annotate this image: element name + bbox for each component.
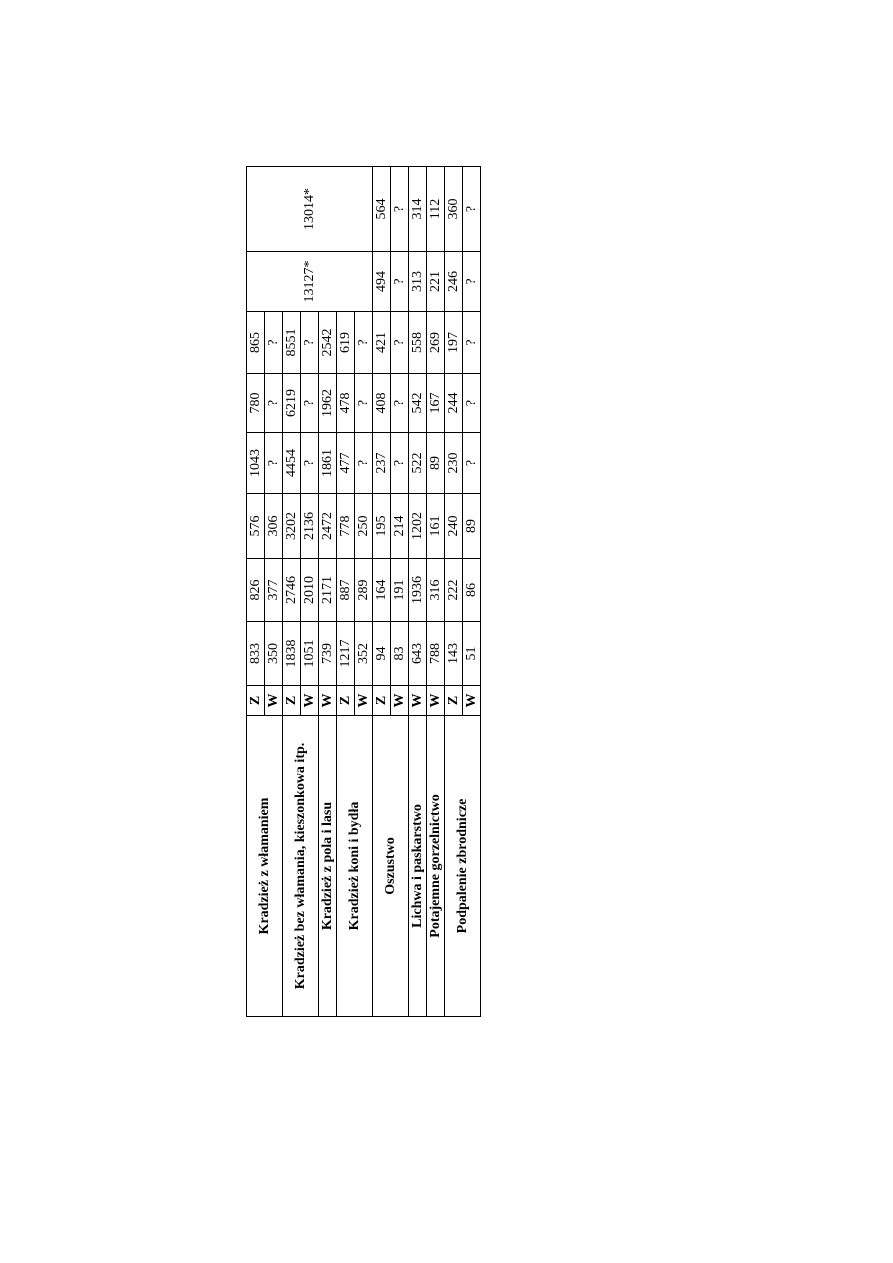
- value-cell: 222: [445, 559, 463, 622]
- value-cell: 833: [247, 622, 265, 686]
- value-cell: 89: [463, 494, 481, 559]
- value-cell: 360: [445, 167, 463, 252]
- value-cell: 221: [427, 252, 445, 312]
- value-cell: ?: [355, 312, 373, 374]
- value-cell: 89: [427, 433, 445, 494]
- type-cell: W: [265, 686, 283, 716]
- table-row: [373, 167, 391, 1017]
- value-cell: ?: [301, 374, 319, 433]
- value-cell: 2010: [301, 559, 319, 622]
- crime-statistics-table: [246, 166, 481, 1017]
- value-cell: ?: [301, 312, 319, 374]
- value-cell: 576: [247, 494, 265, 559]
- value-cell: 780: [247, 374, 265, 433]
- value-cell: ?: [391, 433, 409, 494]
- value-cell: 51: [463, 622, 481, 686]
- type-cell: Z: [445, 686, 463, 716]
- value-cell: ?: [463, 167, 481, 252]
- value-cell: 1051: [301, 622, 319, 686]
- type-cell: W: [355, 686, 373, 716]
- value-cell: 161: [427, 494, 445, 559]
- value-cell: 558: [409, 312, 427, 374]
- value-cell: ?: [355, 374, 373, 433]
- value-cell: 865: [247, 312, 265, 374]
- value-cell: ?: [301, 433, 319, 494]
- value-cell: ?: [463, 312, 481, 374]
- value-cell: 197: [445, 312, 463, 374]
- value-cell: ?: [265, 374, 283, 433]
- row-label: Kradzież z pola i lasu: [319, 716, 337, 1017]
- value-cell: 2542: [319, 312, 337, 374]
- value-cell: 269: [427, 312, 445, 374]
- value-cell: 214: [391, 494, 409, 559]
- value-cell: 522: [409, 433, 427, 494]
- value-cell: 86: [463, 559, 481, 622]
- value-cell: 164: [373, 559, 391, 622]
- value-cell: 2472: [319, 494, 337, 559]
- type-cell: W: [391, 686, 409, 716]
- type-cell: Z: [337, 686, 355, 716]
- value-cell: 313: [409, 252, 427, 312]
- table-row: [427, 167, 445, 1017]
- value-cell: 306: [265, 494, 283, 559]
- value-cell: 250: [355, 494, 373, 559]
- type-cell: Z: [247, 686, 265, 716]
- row-label: Kradzież bez włamania, kieszonkowa itp.: [283, 716, 319, 1017]
- value-cell: 6219: [283, 374, 301, 433]
- value-cell: 1861: [319, 433, 337, 494]
- value-cell: 237: [373, 433, 391, 494]
- rotated-table-container: [246, 167, 481, 1017]
- value-cell: 230: [445, 433, 463, 494]
- value-cell: 289: [355, 559, 373, 622]
- value-cell: 408: [373, 374, 391, 433]
- value-cell: 4454: [283, 433, 301, 494]
- value-cell: 788: [427, 622, 445, 686]
- value-cell: 2136: [301, 494, 319, 559]
- type-cell: W: [463, 686, 481, 716]
- type-cell: Z: [283, 686, 301, 716]
- row-label: Kradzież z włamaniem: [247, 716, 283, 1017]
- row-label: Lichwa i paskarstwo: [409, 716, 427, 1017]
- value-cell: ?: [265, 433, 283, 494]
- value-cell: 1043: [247, 433, 265, 494]
- value-cell: 2746: [283, 559, 301, 622]
- value-cell: 143: [445, 622, 463, 686]
- table-row: [409, 167, 427, 1017]
- value-cell: ?: [391, 374, 409, 433]
- row-label: Potajemne gorzelnictwo: [427, 716, 445, 1017]
- value-cell: 8551: [283, 312, 301, 374]
- table-row: [247, 167, 265, 1017]
- value-cell: 1217: [337, 622, 355, 686]
- value-cell: ?: [391, 167, 409, 252]
- value-cell: 1962: [319, 374, 337, 433]
- value-cell: 316: [427, 559, 445, 622]
- value-cell: 887: [337, 559, 355, 622]
- value-cell: 352: [355, 622, 373, 686]
- value-cell: 643: [409, 622, 427, 686]
- value-cell: 94: [373, 622, 391, 686]
- value-cell: 314: [409, 167, 427, 252]
- type-cell: Z: [373, 686, 391, 716]
- value-cell: 191: [391, 559, 409, 622]
- value-cell: 112: [427, 167, 445, 252]
- merged-value-cell: 13127*: [247, 252, 373, 312]
- value-cell: ?: [463, 433, 481, 494]
- table-row: [445, 167, 463, 1017]
- value-cell: 240: [445, 494, 463, 559]
- value-cell: 167: [427, 374, 445, 433]
- row-label: Kradzież koni i bydła: [337, 716, 373, 1017]
- value-cell: ?: [463, 374, 481, 433]
- type-cell: W: [301, 686, 319, 716]
- value-cell: 3202: [283, 494, 301, 559]
- row-label: Podpalenie zbrodnicze: [445, 716, 481, 1017]
- value-cell: 246: [445, 252, 463, 312]
- value-cell: 564: [373, 167, 391, 252]
- value-cell: 421: [373, 312, 391, 374]
- value-cell: 244: [445, 374, 463, 433]
- value-cell: 778: [337, 494, 355, 559]
- value-cell: 478: [337, 374, 355, 433]
- value-cell: 1838: [283, 622, 301, 686]
- value-cell: 1202: [409, 494, 427, 559]
- merged-value-cell: 13014*: [247, 167, 373, 252]
- value-cell: 739: [319, 622, 337, 686]
- value-cell: 195: [373, 494, 391, 559]
- value-cell: 377: [265, 559, 283, 622]
- value-cell: ?: [463, 252, 481, 312]
- value-cell: 826: [247, 559, 265, 622]
- value-cell: ?: [355, 433, 373, 494]
- value-cell: 494: [373, 252, 391, 312]
- value-cell: ?: [391, 252, 409, 312]
- value-cell: 2171: [319, 559, 337, 622]
- value-cell: 83: [391, 622, 409, 686]
- type-cell: W: [409, 686, 427, 716]
- type-cell: W: [427, 686, 445, 716]
- type-cell: W: [319, 686, 337, 716]
- row-label: Oszustwo: [373, 716, 409, 1017]
- value-cell: 542: [409, 374, 427, 433]
- value-cell: ?: [265, 312, 283, 374]
- value-cell: 1936: [409, 559, 427, 622]
- value-cell: ?: [391, 312, 409, 374]
- value-cell: 350: [265, 622, 283, 686]
- value-cell: 619: [337, 312, 355, 374]
- value-cell: 477: [337, 433, 355, 494]
